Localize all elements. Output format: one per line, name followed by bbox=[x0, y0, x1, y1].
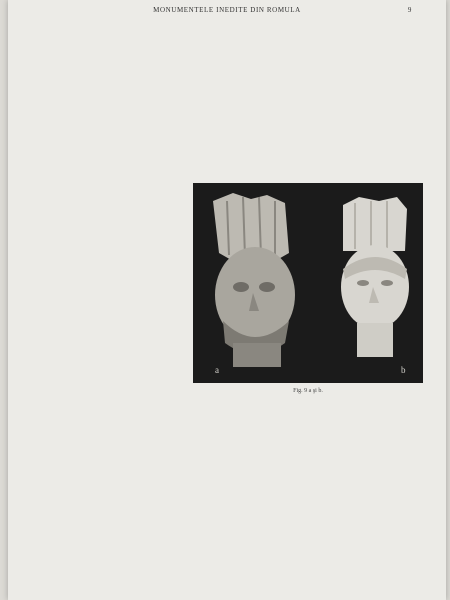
sculpture-photographs bbox=[193, 183, 423, 383]
figure-caption: Fig. 9 a şi b. bbox=[293, 388, 323, 394]
page-number: 9 bbox=[407, 6, 412, 14]
figure-marker-a: a bbox=[215, 365, 219, 375]
figure-marker-b: b bbox=[401, 365, 406, 375]
sculpture-fragment-a-photo bbox=[213, 193, 295, 367]
book-page bbox=[8, 0, 446, 600]
photo-plate bbox=[193, 183, 423, 383]
running-title: MONUMENTELE INEDITE DIN ROMULA bbox=[153, 6, 301, 14]
running-header bbox=[8, 6, 446, 20]
